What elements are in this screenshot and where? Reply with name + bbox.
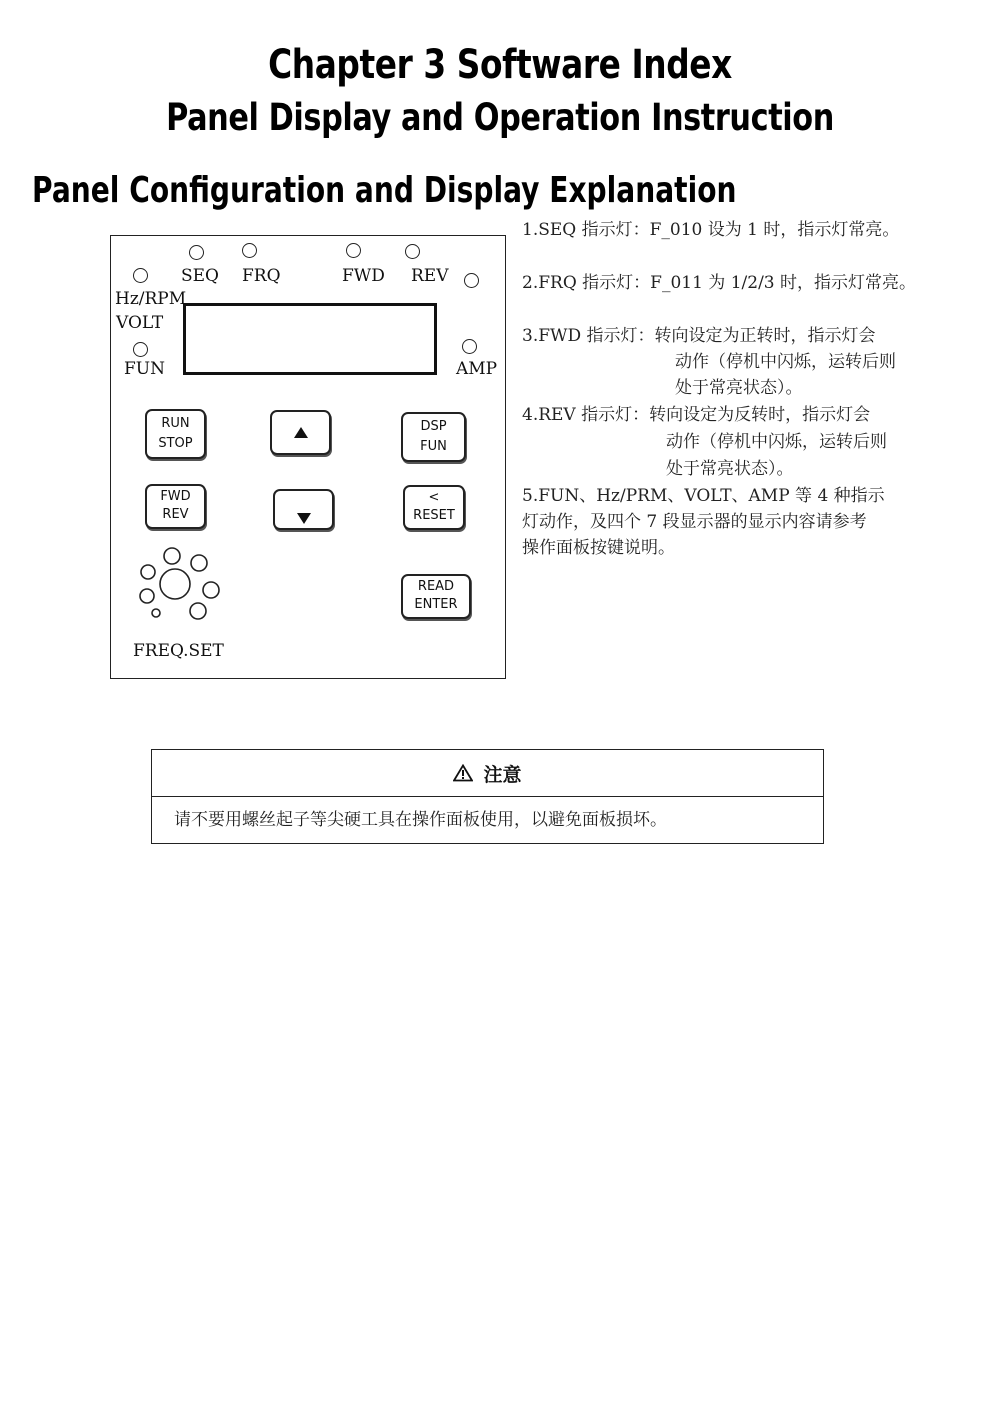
read-enter-key-label-bottom: ENTER [414, 597, 458, 612]
freq-set-label: FREQ.SET [133, 641, 224, 661]
note-indicators-line-1: 5.FUN、Hz/PRM、VOLT、AMP 等 4 种指示 [522, 486, 885, 506]
frq-led-icon [242, 243, 257, 258]
note-seq: 1.SEQ 指示灯：F_010 设为 1 时，指示灯常亮。 [522, 220, 900, 240]
fun-led-icon [133, 342, 148, 357]
shift-reset-key-label-top: < [428, 490, 440, 505]
hz-rpm-led-icon [133, 268, 148, 283]
note-fwd-line-1: 3.FWD 指示灯：转向设定为正转时，指示灯会 [522, 326, 876, 346]
arrow-up-icon [294, 427, 308, 438]
run-stop-key-label-top: RUN [161, 416, 190, 431]
dsp-fun-key-label-top: DSP [420, 419, 447, 434]
right-top-led-icon [464, 273, 479, 288]
seven-segment-display [183, 303, 437, 375]
note-rev-line-2: 动作（停机中闪烁，运转后则 [666, 432, 887, 452]
fwd-rev-key-label-bottom: REV [162, 507, 189, 522]
rev-led-icon [405, 244, 420, 259]
dsp-fun-key-label-bottom: FUN [420, 439, 447, 454]
note-rev-line-1: 4.REV 指示灯：转向设定为反转时，指示灯会 [522, 405, 871, 425]
seq-led-icon [189, 245, 204, 260]
fwd-rev-key[interactable] [145, 484, 206, 529]
run-stop-key[interactable] [145, 409, 206, 459]
dsp-fun-key[interactable] [401, 412, 466, 462]
caution-header [152, 750, 823, 797]
note-indicators-line-2: 灯动作，及四个 7 段显示器的显示内容请参考 [522, 512, 867, 532]
fwd-led-icon [346, 243, 361, 258]
shift-reset-key-label-bottom: RESET [413, 508, 455, 523]
seq-label: SEQ [181, 266, 219, 286]
amp-label: AMP [456, 359, 498, 379]
fun-label: FUN [124, 359, 165, 379]
caution-text: 请不要用螺丝起子等尖硬工具在操作面板使用，以避免面板损坏。 [174, 810, 667, 830]
read-enter-key[interactable] [401, 574, 471, 619]
volt-label: VOLT [116, 313, 164, 333]
arrow-down-icon [297, 513, 311, 524]
note-rev-line-3: 处于常亮状态）。 [666, 459, 794, 479]
up-key[interactable] [270, 410, 331, 455]
fwd-rev-key-label-top: FWD [160, 489, 191, 504]
shift-reset-key[interactable] [403, 485, 465, 530]
fwd-label: FWD [342, 266, 385, 286]
caution-box [151, 749, 824, 844]
hz-rpm-label: Hz/RPM [115, 289, 187, 309]
chapter-title: Chapter 3 Software Index [268, 42, 732, 88]
note-indicators-line-3: 操作面板按键说明。 [522, 538, 675, 558]
note-fwd-line-3: 处于常亮状态）。 [675, 378, 803, 398]
warning-triangle-icon [453, 764, 473, 782]
frequency-knob-icon[interactable] [135, 544, 225, 624]
operation-panel-diagram [110, 235, 506, 679]
read-enter-key-label-top: READ [417, 579, 455, 594]
section-heading: Panel Configuration and Display Explanation [32, 170, 737, 211]
rev-label: REV [411, 266, 449, 286]
note-frq: 2.FRQ 指示灯：F_011 为 1/2/3 时，指示灯常亮。 [522, 273, 917, 293]
frq-label: FRQ [242, 266, 281, 286]
down-key[interactable] [273, 489, 334, 530]
amp-led-icon [462, 339, 477, 354]
run-stop-key-label-bottom: STOP [158, 436, 193, 451]
caution-title: 注意 [483, 763, 522, 786]
page-subtitle: Panel Display and Operation Instruction [166, 96, 834, 139]
note-fwd-line-2: 动作（停机中闪烁，运转后则 [675, 352, 896, 372]
